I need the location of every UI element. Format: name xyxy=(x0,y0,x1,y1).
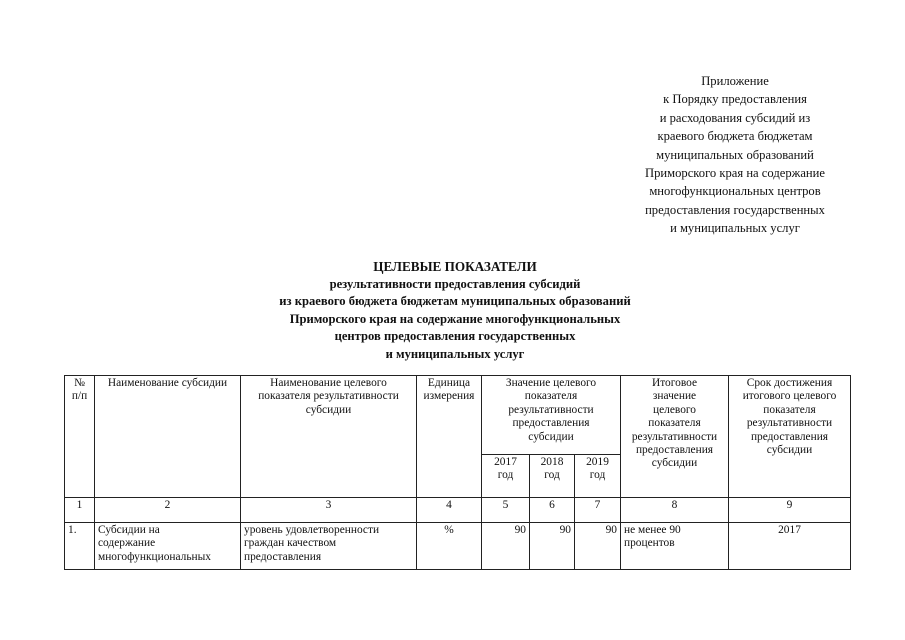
column-number: 1 xyxy=(65,498,95,523)
header-year-2018: 2018 год xyxy=(530,455,575,498)
column-number: 4 xyxy=(417,498,482,523)
column-number: 5 xyxy=(482,498,530,523)
column-number: 3 xyxy=(241,498,417,523)
column-number: 9 xyxy=(729,498,851,523)
column-number: 6 xyxy=(530,498,575,523)
title-line: центров предоставления государственных xyxy=(334,329,576,344)
header-row xyxy=(65,376,851,455)
title-line: и муниципальных услуг xyxy=(385,346,525,361)
header-year-2019: 2019 год xyxy=(575,455,621,498)
appendix-note xyxy=(600,72,870,238)
row-deadline: 2017 xyxy=(729,523,851,570)
table-row xyxy=(65,523,851,570)
row-indicator-name: уровень удовлетворенности граждан качеством предоставления xyxy=(241,523,417,570)
row-subsidy-name: Субсидии на содержание многофункциональных xyxy=(95,523,241,570)
row-value-2019: 90 xyxy=(575,523,621,570)
appendix-line: предоставления государственных xyxy=(645,202,825,217)
header-value-group: Значение целевого показателя результативности предоставления субсидии xyxy=(482,376,621,455)
column-number-row xyxy=(65,498,851,523)
column-number: 7 xyxy=(575,498,621,523)
appendix-line: и муниципальных услуг xyxy=(670,221,800,236)
header-final-value: Итоговое значение целевого показателя результативности предоставления субсидии xyxy=(621,376,729,498)
header-deadline: Срок достижения итогового целевого показателя результативности предоставления субсидии xyxy=(729,376,851,498)
appendix-line: краевого бюджета бюджетам xyxy=(657,129,813,144)
appendix-line: Приморского края на содержание xyxy=(645,166,825,181)
title-line: из краевого бюджета бюджетам муниципальных образований xyxy=(279,294,631,309)
header-subsidy-name: Наименование субсидии xyxy=(95,376,241,498)
appendix-line: и расходования субсидий из xyxy=(659,110,811,125)
row-unit: % xyxy=(417,523,482,570)
appendix-line: Приложение xyxy=(701,74,769,88)
column-number: 2 xyxy=(95,498,241,523)
header-num: № п/п xyxy=(65,376,95,498)
header-indicator-name: Наименование целевого показателя результативности субсидии xyxy=(241,376,417,498)
indicators-table xyxy=(64,375,851,570)
title-line: результативности предоставления субсидий xyxy=(329,276,581,291)
header-unit: Единица измерения xyxy=(417,376,482,498)
row-final-value: не менее 90 процентов xyxy=(621,523,729,570)
header-year-2017: 2017 год xyxy=(482,455,530,498)
appendix-line: к Порядку предоставления xyxy=(663,92,807,107)
row-value-2017: 90 xyxy=(482,523,530,570)
column-number: 8 xyxy=(621,498,729,523)
row-number: 1. xyxy=(65,523,95,570)
appendix-line: муниципальных образований xyxy=(656,147,814,162)
title-main: ЦЕЛЕВЫЕ ПОКАЗАТЕЛИ xyxy=(373,259,537,274)
appendix-line: многофункциональных центров xyxy=(649,184,821,199)
title-line: Приморского края на содержание многофункциональных xyxy=(289,311,621,326)
document-title xyxy=(160,258,750,364)
row-value-2018: 90 xyxy=(530,523,575,570)
